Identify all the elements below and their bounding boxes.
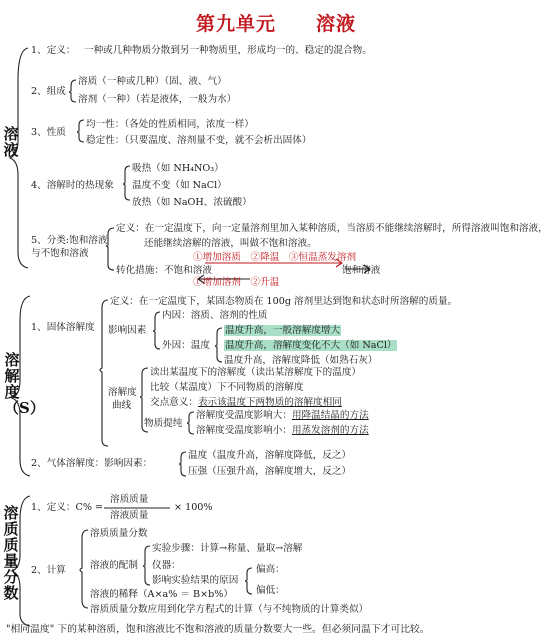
intersection-label: 交点意义： xyxy=(150,397,198,408)
section-label-mass-fraction-text: 溶质质量分数 xyxy=(3,504,19,602)
mass-fraction-definition-label: 1、定义：C% = xyxy=(31,502,104,513)
internal-factor: 内因：溶质、溶剂的性质 xyxy=(162,310,268,321)
uniformity-text: 均一性：（各处的性质相同，浓度一样） xyxy=(86,119,254,130)
external-factor: 外因：温度 xyxy=(162,340,210,351)
intersection-meaning: 表示该温度下两物质的溶解度相同 xyxy=(197,397,342,408)
classification-label-1: 5、分类:饱和溶液 xyxy=(31,235,108,246)
factor-label: 影响因素 xyxy=(108,325,147,336)
solution-preparation: 溶液的配制 xyxy=(90,560,138,571)
section-label-mass-fraction xyxy=(3,505,19,601)
stability-text: 稳定性：（只要温度、溶剂量不变，就不会析出固体） xyxy=(86,135,312,146)
property-label: 3、性质 xyxy=(31,127,66,138)
purify-large-method: 用降温结晶的方法 xyxy=(291,410,369,421)
heat-neutral: 温度不变（如 NaCl） xyxy=(132,180,227,191)
calc-mass-fraction: 溶质质量分数 xyxy=(90,528,148,539)
saturation-definition-1: 定义：在一定温度下，向一定量溶剂里加入某种溶质，当溶质不能继续溶解时，所得溶液叫饱和溶液， xyxy=(116,223,548,234)
experiment-steps: 实验步骤：计算→称量、量取→溶解 xyxy=(152,543,303,554)
definition-label: 1、定义： xyxy=(31,45,76,56)
conversion-to-unsaturated: ①增加溶剂 ②升温 xyxy=(193,277,280,288)
temp-rule-1-wrap xyxy=(224,325,341,336)
result-high: 偏高： xyxy=(256,564,285,575)
gas-pressure: 压强（压强升高，溶解度增大，反之） xyxy=(188,466,352,477)
calculation-label: 2、计算 xyxy=(31,565,66,576)
fraction-denominator: 溶液质量 xyxy=(110,510,149,521)
solid-solubility-definition: 定义：在一定温度下，某固态物质在 100g 溶剂里达到饱和状态时所溶解的质量。 xyxy=(110,296,458,307)
section-label-solubility-text: 溶解度（S） xyxy=(4,351,45,417)
purify-small-cond: 溶解度受温度影响小： xyxy=(196,425,292,436)
curve-label-2: 曲线 xyxy=(112,400,132,411)
solvent-text: 溶剂（一种）（若是液体，一般为水） xyxy=(78,94,237,105)
heat-release: 放热（如 NaOH、浓硫酸） xyxy=(132,197,252,208)
saturation-definition-2: 还能继续溶解的溶液，叫做不饱和溶液。 xyxy=(144,238,317,249)
result-low: 偏低： xyxy=(256,585,285,596)
conversion-to-saturated: ①增加溶质 ②降温 ③恒温蒸发溶剂 xyxy=(193,252,357,263)
conversion-label: 转化措施：不饱和溶液 xyxy=(116,265,212,276)
saturated-solution-label: 饱和溶液 xyxy=(342,265,381,276)
result-factors: 影响实验结果的原因 xyxy=(152,575,239,586)
fraction-numerator: 溶质质量 xyxy=(110,494,149,505)
solute-text: 溶质（一种或几种）（固、液、气） xyxy=(78,76,227,87)
curve-intersection xyxy=(150,397,342,408)
dilution xyxy=(90,589,233,600)
heat-absorb: 吸热（如 NH₄NO₃） xyxy=(132,163,224,174)
purify-small-method: 用蒸发溶剂的方法 xyxy=(291,425,369,436)
equation-calculation: 溶质质量分数应用到化学方程式的计算（与不纯物质的计算类似） xyxy=(90,604,369,615)
page-title: 第九单元 溶液 xyxy=(196,13,357,35)
purify-large xyxy=(196,410,369,421)
temp-rule-3: 温度升高，溶解度降低（如熟石灰） xyxy=(224,355,378,366)
section-label-solution xyxy=(3,126,19,158)
section-label-solution-text: 溶液 xyxy=(3,125,19,159)
temp-rule-1: 温度升高，一般溶解度增大 xyxy=(225,325,341,336)
curve-read: 读出某温度下的溶解度（读出某溶解度下的温度） xyxy=(150,367,362,378)
section-label-solubility xyxy=(4,351,45,417)
instruments: 仪器： xyxy=(152,560,181,571)
purify-large-cond: 溶解度受温度影响大： xyxy=(196,410,292,421)
classification-label-2: 与不饱和溶液 xyxy=(31,248,89,259)
temp-rule-2: 温度升高，溶解度变化不大（如 NaCl） xyxy=(225,340,397,351)
footer-note: "相同温度" 下的某种溶质，饱和溶液比不饱和溶液的质量分数要大一些。但必须同温下才可比较。 xyxy=(6,624,430,635)
curve-label-1: 溶解度 xyxy=(108,387,137,398)
gas-solubility-label: 2、气体溶解度：影响因素： xyxy=(31,458,153,469)
heat-label: 4、溶解时的热现象 xyxy=(31,180,114,191)
composition-label: 2、组成 xyxy=(31,86,66,97)
purify-label: 物质提纯 xyxy=(144,418,183,429)
gas-temperature: 温度（温度升高，溶解度降低，反之） xyxy=(188,450,352,461)
solid-solubility-label: 1、固体溶解度 xyxy=(31,322,95,333)
temp-rule-2-wrap xyxy=(224,340,397,351)
times-hundred-percent: × 100% xyxy=(174,502,213,513)
definition-text: 一种或几种物质分散到另一种物质里，形成均一的、稳定的混合物。 xyxy=(84,45,372,56)
dilution-formula: （A×a% ＝ B×b%） xyxy=(137,589,233,600)
curve-compare: 比较（某温度）下不同物质的溶解度 xyxy=(150,382,304,393)
purify-small xyxy=(196,425,369,436)
dilution-label: 溶液的稀释 xyxy=(90,589,138,600)
